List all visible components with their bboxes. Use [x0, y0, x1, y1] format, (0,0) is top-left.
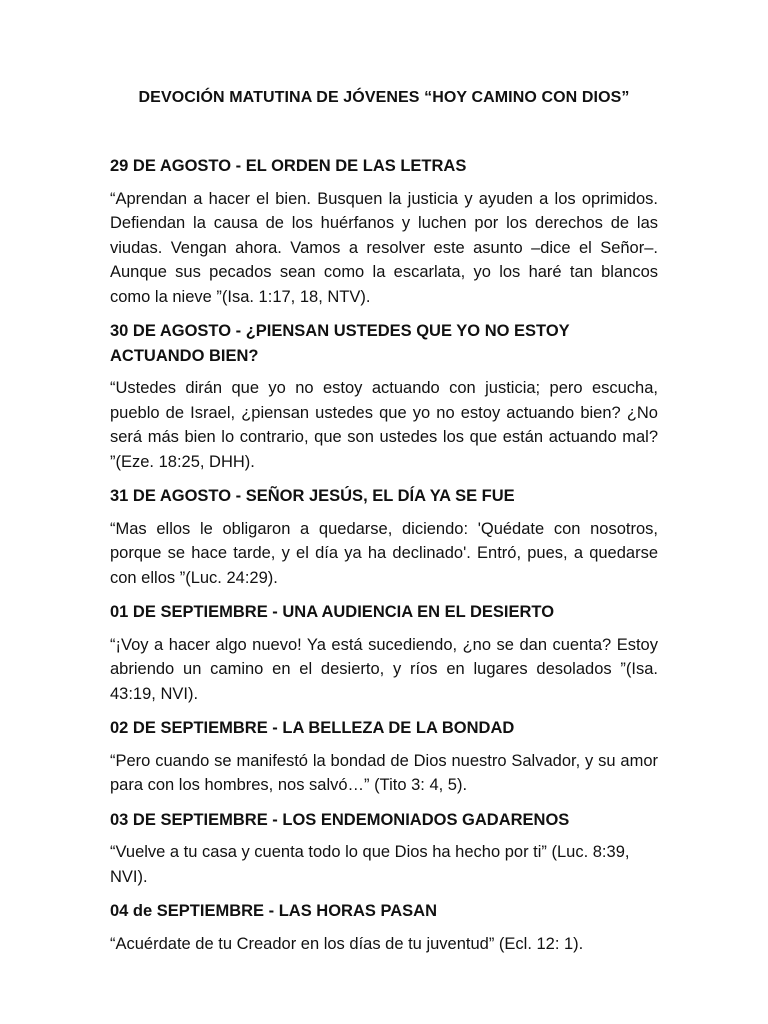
entry-heading: 29 DE AGOSTO - EL ORDEN DE LAS LETRAS	[110, 157, 467, 175]
entry-heading: 03 DE SEPTIEMBRE - LOS ENDEMONIADOS GADARENOS	[110, 810, 570, 829]
entry-verse: “¡Voy a hacer algo nuevo! Ya está sucediendo, ¿no se dan cuenta? Estoy abriendo un camino en el desierto, y ríos en lugares desolados ”(Isa. 43:19, NVI).	[110, 635, 658, 703]
entry-sep-03	[110, 808, 658, 890]
entry-verse: “Pero cuando se manifestó la bondad de Dios nuestro Salvador, y su amor para con los hombres, nos salvó…” (Tito 3: 4, 5).	[110, 751, 658, 794]
entry-verse: “Aprendan a hacer el bien. Busquen la justicia y ayuden a los oprimidos. Defiendan la causa de los huérfanos y luchen por los derechos de las viudas. Vengan ahora. Vamos a resolver este asunto –dice el Señor–. Aunque sus pecados sean como la escarlata, yo los haré tan blancos como la nieve ”(Isa. 1:17, 18, NTV).	[110, 189, 658, 306]
entry-heading: 31 DE AGOSTO - SEÑOR JESÚS, EL DÍA YA SE FUE	[110, 487, 515, 505]
entry-sep-04	[110, 899, 658, 956]
document-page	[110, 86, 658, 966]
entry-heading: 30 DE AGOSTO - ¿PIENSAN USTEDES QUE YO NO ESTOY ACTUANDO BIEN?	[110, 322, 570, 365]
entry-heading: 04 de SEPTIEMBRE - LAS HORAS PASAN	[110, 902, 437, 920]
entry-verse: “Ustedes dirán que yo no estoy actuando con justicia; pero escucha, pueblo de Israel, ¿piensan ustedes que yo no estoy actuando bien? ¿No será más bien lo contrario, que son ustedes los que están actuando mal? ”(Eze. 18:25, DHH).	[110, 379, 658, 471]
entry-sep-01	[110, 600, 658, 706]
entry-heading: 02 DE SEPTIEMBRE - LA BELLEZA DE LA BONDAD	[110, 719, 515, 737]
entry-verse: “Mas ellos le obligaron a quedarse, diciendo: 'Quédate con nosotros, porque se hace tarde, y el día ya ha declinado'. Entró, pues, a quedarse con ellos ”(Luc. 24:29).	[110, 519, 658, 587]
entry-heading: 01 DE SEPTIEMBRE - UNA AUDIENCIA EN EL DESIERTO	[110, 603, 555, 621]
entry-verse: “Acuérdate de tu Creador en los días de tu juventud” (Ecl. 12: 1).	[110, 934, 584, 953]
entry-aug-30	[110, 319, 658, 474]
entry-aug-29	[110, 154, 658, 309]
document-title: DEVOCIÓN MATUTINA DE JÓVENES “HOY CAMINO CON DIOS”	[138, 89, 630, 106]
entry-aug-31	[110, 484, 658, 590]
entry-sep-02	[110, 716, 658, 798]
entry-verse: “Vuelve a tu casa y cuenta todo lo que Dios ha hecho por ti” (Luc. 8:39, NVI).	[110, 843, 630, 886]
